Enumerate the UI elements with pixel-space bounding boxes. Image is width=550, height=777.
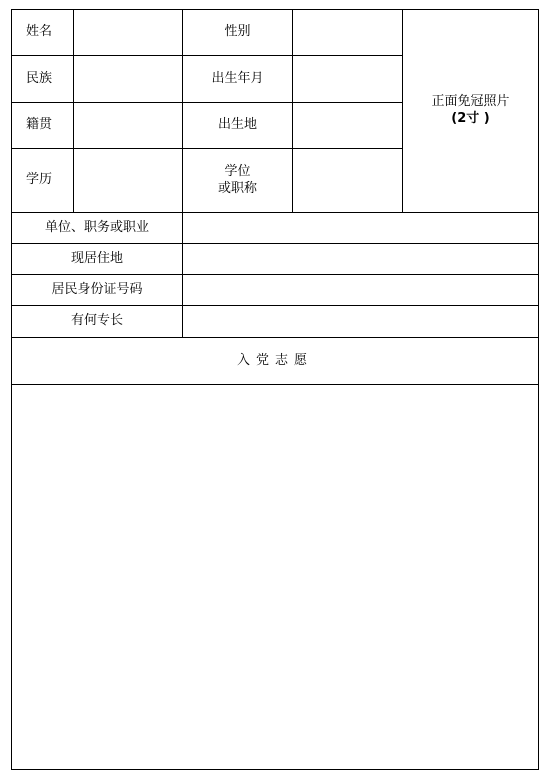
education-field[interactable] xyxy=(74,149,183,213)
application-heading: 入党志愿 xyxy=(12,338,539,385)
photo-box[interactable] xyxy=(403,10,539,213)
form-row-work-unit xyxy=(12,213,539,244)
ethnicity-field[interactable] xyxy=(74,56,183,103)
degree-label-line2: 或职称 xyxy=(217,180,257,196)
degree-label xyxy=(183,149,293,213)
gender-label: 性别 xyxy=(183,10,293,56)
form-row-name xyxy=(12,10,539,56)
specialty-field[interactable] xyxy=(183,306,539,338)
form-row-id-number xyxy=(12,275,539,306)
work-unit-label: 单位、职务或职业 xyxy=(12,213,183,244)
education-label: 学历 xyxy=(12,149,74,213)
ethnicity-label: 民族 xyxy=(12,56,74,103)
native-place-label: 籍贯 xyxy=(12,103,74,149)
degree-label-line1: 学位 xyxy=(224,163,251,179)
photo-caption: 正面免冠照片 xyxy=(431,94,510,110)
specialty-label: 有何专长 xyxy=(12,306,183,338)
form-row-specialty xyxy=(12,306,539,338)
degree-field[interactable] xyxy=(293,149,403,213)
birth-date-field[interactable] xyxy=(293,56,403,103)
birth-place-field[interactable] xyxy=(293,103,403,149)
birth-place-label: 出生地 xyxy=(183,103,293,149)
application-statement-field[interactable] xyxy=(12,385,539,770)
native-place-field[interactable] xyxy=(74,103,183,149)
form-row-residence xyxy=(12,244,539,275)
gender-field[interactable] xyxy=(293,10,403,56)
photo-size-note: (2寸 ) xyxy=(451,111,490,126)
work-unit-field[interactable] xyxy=(183,213,539,244)
residence-field[interactable] xyxy=(183,244,539,275)
residence-label: 现居住地 xyxy=(12,244,183,275)
application-form-table xyxy=(11,9,539,770)
id-number-field[interactable] xyxy=(183,275,539,306)
name-label: 姓名 xyxy=(12,10,74,56)
birth-date-label: 出生年月 xyxy=(183,56,293,103)
id-number-label: 居民身份证号码 xyxy=(12,275,183,306)
form-row-statement xyxy=(12,385,539,770)
name-field[interactable] xyxy=(74,10,183,56)
party-application-form xyxy=(11,9,538,769)
form-row-heading xyxy=(12,338,539,385)
